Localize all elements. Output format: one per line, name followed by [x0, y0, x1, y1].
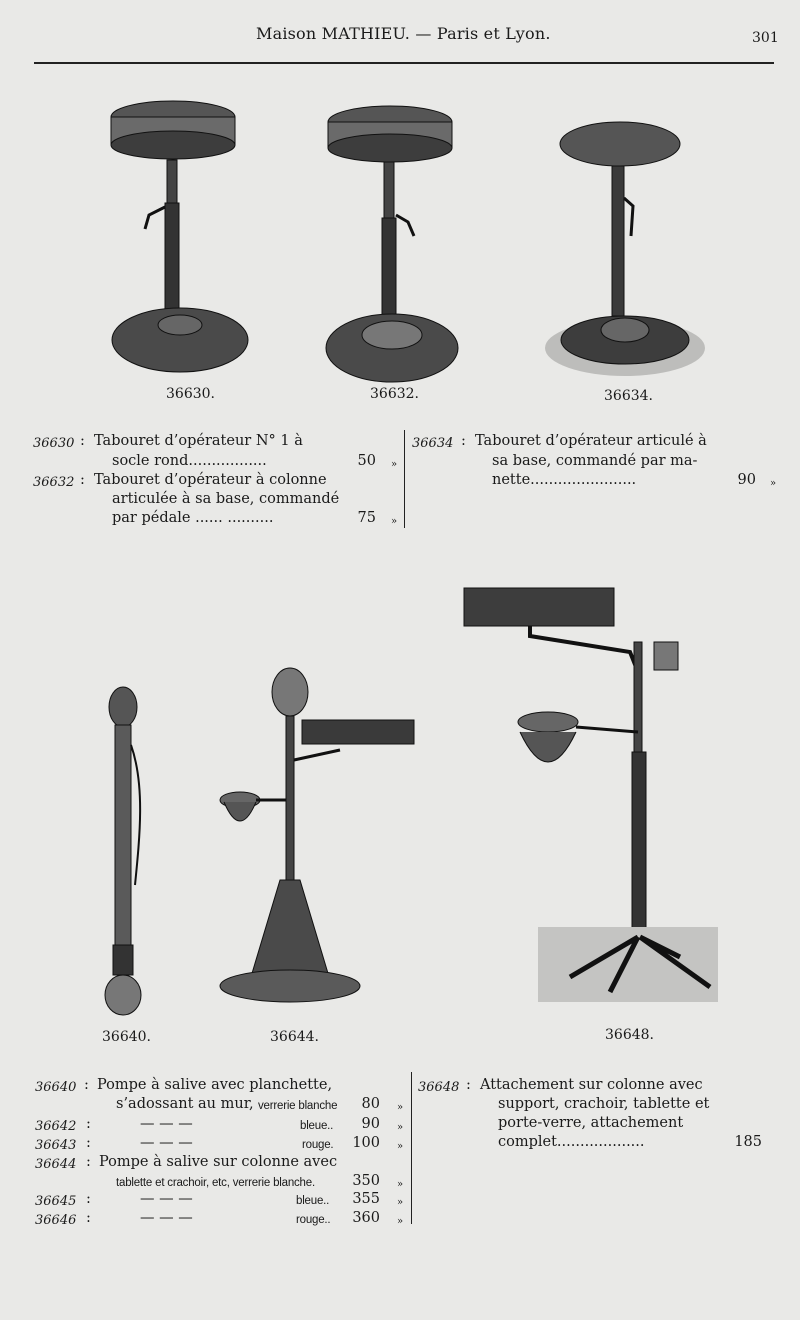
entry-variant: bleue.. — [300, 1120, 334, 1132]
entry-mark: » — [397, 1216, 404, 1227]
entry-price: 90 — [737, 472, 756, 488]
entry-colon: : — [80, 472, 85, 488]
entry-price: 185 — [734, 1134, 762, 1150]
entry-line: sa base, commandé par ma- — [492, 453, 698, 469]
entry-line: — — — — [140, 1191, 193, 1207]
caption-36648: 36648. — [605, 1027, 654, 1043]
page-header — [0, 24, 800, 54]
entry-price: 360 — [352, 1210, 380, 1226]
entry-code: 36646 — [35, 1213, 77, 1228]
entry-line: articulée à sa base, commandé — [112, 491, 340, 507]
entry-mark: » — [397, 1122, 404, 1133]
caption-36644: 36644. — [270, 1029, 319, 1045]
entry-colon: : — [86, 1154, 91, 1170]
stool-36630-illustration — [105, 95, 255, 385]
entry-price: 100 — [352, 1135, 380, 1151]
entry-colon: : — [80, 433, 85, 449]
entry-line: porte-verre, attachement — [498, 1115, 684, 1131]
entry-line: Pompe à salive avec planchette, — [97, 1077, 333, 1093]
entry-code: 36632 — [33, 475, 75, 490]
entry-code: 36644 — [35, 1157, 77, 1172]
entry-variant: tablette et crachoir, etc, verrerie blanche. — [116, 1177, 315, 1189]
entry-code: 36643 — [35, 1138, 77, 1153]
column-separator — [404, 430, 405, 528]
entry-line: s’adossant au mur, — [116, 1096, 254, 1112]
entry-price: 50 — [357, 453, 376, 469]
entry-colon: : — [86, 1116, 91, 1132]
entry-price: 90 — [361, 1116, 380, 1132]
entry-price: 75 — [357, 510, 376, 526]
stool-36634-illustration — [545, 118, 725, 388]
entry-variant: bleue.. — [296, 1195, 330, 1207]
entry-colon: : — [84, 1077, 89, 1093]
entry-variant: rouge.. — [296, 1214, 331, 1226]
header-rule — [34, 62, 774, 64]
caption-36632: 36632. — [370, 386, 419, 402]
entry-price: 355 — [352, 1191, 380, 1207]
entry-colon: : — [86, 1210, 91, 1226]
entry-mark: » — [770, 478, 777, 489]
entry-colon: : — [86, 1191, 91, 1207]
entry-line: socle rond................. — [112, 453, 267, 469]
entry-line: — — — — [140, 1135, 193, 1151]
entry-mark: » — [397, 1197, 404, 1208]
caption-36634: 36634. — [604, 388, 653, 404]
entry-line: nette....................... — [492, 472, 637, 488]
entry-code: 36648 — [418, 1080, 460, 1095]
entry-line: complet................... — [498, 1134, 645, 1150]
entry-code: 36630 — [33, 436, 75, 451]
entry-line: Tabouret d’opérateur articulé à — [475, 433, 707, 449]
entry-mark: » — [397, 1102, 404, 1113]
entry-mark: » — [397, 1141, 404, 1152]
column-attachment-36648-illustration — [460, 582, 725, 1007]
entry-variant: verrerie blanche — [258, 1100, 338, 1112]
entry-code: 36642 — [35, 1119, 77, 1134]
entry-colon: : — [466, 1077, 471, 1093]
entry-line: Tabouret d’opérateur N° 1 à — [94, 433, 303, 449]
header-title: Maison MATHIEU. — Paris et Lyon. — [256, 24, 551, 43]
entry-code: 36645 — [35, 1194, 77, 1209]
entry-mark: » — [391, 459, 398, 470]
entry-code: 36640 — [35, 1080, 77, 1095]
entry-line: Pompe à salive sur colonne avec — [99, 1154, 338, 1170]
saliva-pump-36640-illustration — [95, 685, 155, 1020]
entry-line: Attachement sur colonne avec — [480, 1077, 703, 1093]
entry-code: 36634 — [412, 436, 454, 451]
entry-colon: : — [461, 433, 466, 449]
entry-colon: : — [86, 1135, 91, 1151]
entry-price: 350 — [352, 1173, 380, 1189]
caption-36640: 36640. — [102, 1029, 151, 1045]
stool-36632-illustration — [322, 100, 472, 390]
entry-line: support, crachoir, tablette et — [498, 1096, 710, 1112]
column-separator — [411, 1072, 412, 1224]
entry-line: — — — — [140, 1116, 193, 1132]
entry-variant: rouge. — [302, 1139, 334, 1151]
entry-line: — — — — [140, 1210, 193, 1226]
entry-line: Tabouret d’opérateur à colonne — [94, 472, 327, 488]
saliva-pump-36644-illustration — [210, 660, 425, 1020]
entry-mark: » — [391, 516, 398, 527]
caption-36630: 36630. — [166, 386, 215, 402]
entry-line: par pédale ...... .......... — [112, 510, 274, 526]
page-number: 301 — [752, 30, 779, 46]
entry-mark: » — [397, 1179, 404, 1190]
entry-price: 80 — [361, 1096, 380, 1112]
